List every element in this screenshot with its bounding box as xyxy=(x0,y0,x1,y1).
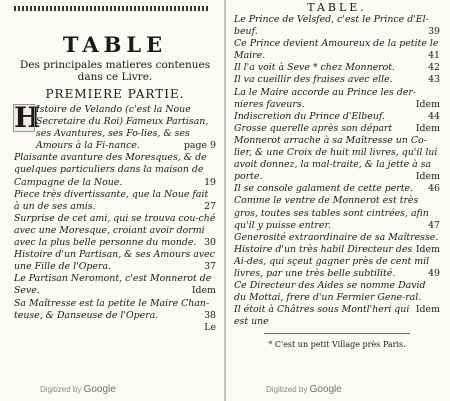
entry-page: Idem xyxy=(191,285,216,297)
entry-page: Idem xyxy=(415,122,440,134)
list-item xyxy=(14,152,216,188)
entry-text: Comme le ventre de Monnerot est très gros, toutes ses tables sont cintrées, afin qu'il y puisse entrer. xyxy=(234,195,429,231)
entry-page: Idem xyxy=(415,243,440,255)
list-item xyxy=(234,304,440,328)
entry-page: Idem xyxy=(415,304,440,316)
entry-text: Indiscretion du Prince d'Elbeuf. xyxy=(234,110,386,122)
list-item xyxy=(234,38,440,62)
entry-text: Grosse querelle après son départ xyxy=(234,122,393,134)
entry-text: Il se console galament de cette perte. xyxy=(234,183,414,195)
list-item xyxy=(234,14,440,38)
entry-page: Idem xyxy=(415,171,440,183)
entry-page: 43 xyxy=(428,74,440,86)
list-item xyxy=(14,249,216,273)
watermark xyxy=(266,384,342,395)
entry-text: Il va cueillir des fraises avec elle. xyxy=(234,74,393,86)
part-heading: PREMIERE PARTIE. xyxy=(45,87,185,101)
entry-page: 46 xyxy=(428,183,440,195)
entry-text: Ce Directeur des Aides se nomme David du Mottai, frere d'un Fermier Gene-ral. xyxy=(234,280,426,304)
page-heading: TABLE. xyxy=(307,1,367,14)
google-logo: Google xyxy=(83,384,116,395)
footnote: * C'est un petit Village près Paris. xyxy=(268,340,406,350)
ornamental-rule xyxy=(14,6,210,11)
subtitle-line-1: Des principales matieres contenues xyxy=(19,59,211,71)
entry-page: Idem xyxy=(415,98,440,110)
entry-page: 30 xyxy=(204,237,216,249)
entry-text: Le Partisan Neromont, c'est Monnerot de Seve. xyxy=(14,273,212,297)
entry-text: La le Maire accorde au Prince les der-nieres faveurs. xyxy=(234,86,417,110)
entry-text: Monnerot arrache à sa Maîtresse un Co-lier, & une Croix de huit mil livres, qu'il lui avoit donnez, la mal-traite, & la jette à sa porte. xyxy=(234,134,438,183)
entry-text: Generosité extraordinaire de sa Maîtresse. xyxy=(234,231,439,243)
entry-text: Il l'a voit à Seve * chez Monnerot. xyxy=(234,62,396,74)
list-item xyxy=(234,231,440,255)
entry-page: 37 xyxy=(204,261,216,273)
entry-page: 38 xyxy=(204,309,216,321)
list-item xyxy=(234,123,440,135)
google-logo: Google xyxy=(309,384,342,395)
watermark xyxy=(40,384,116,395)
subtitle-line-2: dans ce Livre. xyxy=(77,71,153,83)
entry-page: 47 xyxy=(428,219,440,231)
entry-page: 44 xyxy=(428,110,440,122)
list-item xyxy=(234,62,440,74)
entry-page: page 9 xyxy=(183,140,216,152)
entry-page: 49 xyxy=(428,267,440,279)
list-item xyxy=(234,74,440,86)
entry-text: Le Prince de Velsfed, c'est le Prince d'El-beuf. xyxy=(234,14,429,38)
right-page xyxy=(226,0,450,401)
list-item xyxy=(234,111,440,123)
entry-text: Istoire de Velando (c'est la Noue Secretaire du Roi) Fameux Partisan, ses Avantures, ses Fo-lies, & ses Amours à la Fi-nance. xyxy=(36,104,209,152)
list-item xyxy=(14,273,216,297)
entry-text: Plaisante avanture des Moresques, & de quelques particuliers dans la maison de Campagne de la Noue. xyxy=(14,152,207,188)
entry-text: Surprise de cet ami, qui se trouva cou-ché avec une Moresque, croiant avoir dormi avec la plus belle personne du monde. xyxy=(14,212,216,249)
entry-page: 19 xyxy=(204,176,216,188)
list-item xyxy=(234,195,440,231)
footnote-rule xyxy=(264,333,410,334)
entry-text: Histoire d'un Partisan, & ses Amours avec une Fille de l'Opera. xyxy=(14,249,215,273)
entry-page: 42 xyxy=(428,62,440,74)
list-item xyxy=(234,87,440,111)
dropcap: H xyxy=(14,101,41,134)
watermark-small: Digitized by xyxy=(266,385,308,394)
entry-page: 41 xyxy=(428,50,440,62)
entry-text: Il étoit à Châtres sous Montl'heri qui est une xyxy=(234,304,410,328)
list-item xyxy=(14,298,216,322)
entry-page: 39 xyxy=(428,26,440,38)
left-page xyxy=(0,0,224,401)
entry-text: Piece très divertissante, que la Noue fait à un de ses amis. xyxy=(14,188,209,212)
watermark-small: Digitized by xyxy=(40,385,82,394)
entry-text: Ce Prince devient Amoureux de la petite le Maire. xyxy=(234,38,439,62)
list-item xyxy=(234,244,440,280)
subtitle xyxy=(14,59,216,83)
entry-page: 27 xyxy=(204,200,216,212)
list-item xyxy=(14,189,216,213)
entry-text: Sa Maîtresse est la petite le Maire Chan-teuse, & Danseuse de l'Opera. xyxy=(14,297,210,321)
page-title: TABLE xyxy=(62,32,168,57)
list-item xyxy=(234,135,440,183)
list-item xyxy=(14,213,216,249)
entry-text: Histoire d'un très habil Directeur des Ai-des, qui sçeut gagner près de cent mil livres, par une très belle subtilité. xyxy=(234,243,430,279)
catchword: Le xyxy=(204,321,216,333)
list-item xyxy=(234,183,440,195)
list-item xyxy=(14,101,216,152)
